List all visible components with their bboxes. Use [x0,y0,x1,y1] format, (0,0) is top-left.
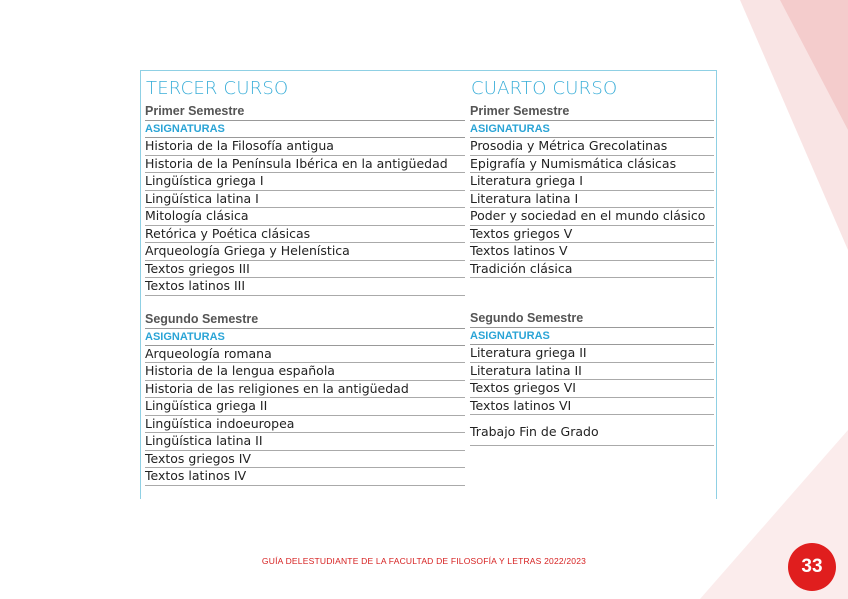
subject-row: Textos griegos V [470,226,714,244]
subject-row: Lingüística latina II [145,433,465,451]
tercer-primer-asignaturas-header: ASIGNATURAS [145,121,465,138]
subject-row: Prosodia y Métrica Grecolatinas [470,138,714,156]
cuarto-primer-list [470,138,714,278]
cuarto-segundo-semestre-label: Segundo Semestre [470,309,714,328]
cuarto-primer-asignaturas-header: ASIGNATURAS [470,121,714,138]
cuarto-segundo-asignaturas-header: ASIGNATURAS [470,328,714,345]
subject-row: Historia de la Filosofía antigua [145,138,465,156]
subject-row: Arqueología romana [145,346,465,364]
subject-row: Poder y sociedad en el mundo clásico [470,208,714,226]
tercer-primer-semestre-label: Primer Semestre [145,102,465,121]
cuarto-curso-title: CUARTO CURSO [471,78,618,99]
tercer-segundo-semestre-label: Segundo Semestre [145,310,465,329]
subject-row: Literatura griega I [470,173,714,191]
subject-row: Historia de la Península Ibérica en la antigüedad [145,156,465,174]
page-number-badge: 33 [788,543,836,591]
tercer-segundo-asignaturas-header: ASIGNATURAS [145,329,465,346]
subject-row: Historia de las religiones en la antigüedad [145,381,465,399]
subject-row: Tradición clásica [470,261,714,279]
subject-row: Trabajo Fin de Grado [470,415,714,446]
subject-row: Lingüística latina I [145,191,465,209]
cuarto-primer-semestre-label: Primer Semestre [470,102,714,121]
subject-row: Literatura latina II [470,363,714,381]
subject-row: Textos latinos IV [145,468,465,486]
subject-row: Textos griegos III [145,261,465,279]
cuarto-segundo-list [470,345,714,446]
subject-row: Lingüística griega II [145,398,465,416]
subject-row: Literatura griega II [470,345,714,363]
tercer-curso-title: TERCER CURSO [146,78,289,99]
subject-row: Textos latinos V [470,243,714,261]
subject-row: Textos latinos III [145,278,465,296]
tercer-curso-column [145,71,465,486]
subject-row: Lingüística indoeuropea [145,416,465,434]
subject-row: Lingüística griega I [145,173,465,191]
subject-row: Textos griegos VI [470,380,714,398]
cuarto-curso-column [470,71,714,446]
subject-row: Literatura latina I [470,191,714,209]
subject-row: Textos latinos VI [470,398,714,416]
subject-row: Retórica y Poética clásicas [145,226,465,244]
subject-row: Mitología clásica [145,208,465,226]
subject-row: Epigrafía y Numismática clásicas [470,156,714,174]
footer-text: GUÍA DELESTUDIANTE DE LA FACULTAD DE FILOSOFÍA Y LETRAS 2022/2023 [261,556,587,566]
curriculum-table [140,70,717,499]
tercer-primer-list [145,138,465,296]
tercer-segundo-list [145,346,465,486]
subject-row: Arqueología Griega y Helenística [145,243,465,261]
subject-row: Historia de la lengua española [145,363,465,381]
subject-row: Textos griegos IV [145,451,465,469]
